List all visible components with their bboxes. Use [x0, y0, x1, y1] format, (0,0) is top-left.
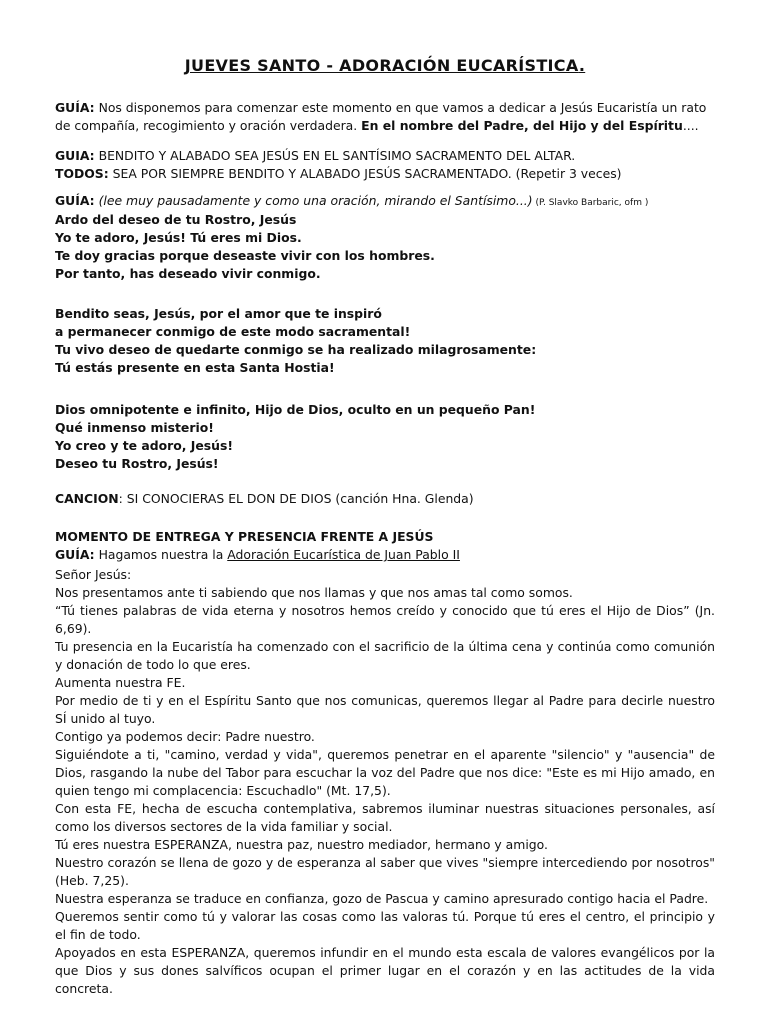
- body-paragraph: Por medio de ti y en el Espíritu Santo que nos comunicas, queremos llegar al Padre para decirle nuestro SÍ unido al tuyo.: [55, 693, 715, 726]
- sign-of-cross-text: En el nombre del Padre, del Hijo y del Espíritu: [361, 118, 683, 133]
- todos-label: TODOS:: [55, 166, 109, 181]
- guia-label: GUÍA:: [55, 100, 95, 115]
- body-paragraph: Nos presentamos ante ti sabiendo que nos llamas y que nos amas tal como somos.: [55, 585, 573, 600]
- stanza-line: Yo te adoro, Jesús! Tú eres mi Dios.: [55, 230, 302, 245]
- body-paragraph: Con esta FE, hecha de escucha contemplativa, sabremos iluminar nuestras situaciones personales, así como los diversos sectores de la vida familiar y social.: [55, 801, 715, 834]
- stanza-line: Por tanto, has deseado vivir conmigo.: [55, 266, 321, 281]
- momento-section: [55, 528, 715, 564]
- prayer-stanza-2: [55, 305, 715, 377]
- stanza-line: Qué inmenso misterio!: [55, 420, 214, 435]
- stanza-line: Yo creo y te adoro, Jesús!: [55, 438, 233, 453]
- stanza-line: Bendito seas, Jesús, por el amor que te inspiró: [55, 306, 382, 321]
- author-credit: (P. Slavko Barbaric, ofm ): [532, 198, 649, 208]
- prayer-stanza-3: [55, 401, 715, 473]
- prayer-stanza-1: [55, 211, 715, 283]
- song-title: : SI CONOCIERAS EL DON DE DIOS (canción Hna. Glenda): [118, 491, 474, 506]
- page-title: JUEVES SANTO - ADORACIÓN EUCARÍSTICA.: [184, 56, 586, 75]
- body-paragraph: Tu presencia en la Eucaristía ha comenzado con el sacrificio de la última cena y continúa como comunión y donación de todo lo que eres.: [55, 639, 715, 672]
- stanza-line: Te doy gracias porque deseaste vivir con los hombres.: [55, 248, 435, 263]
- body-paragraph: “Tú tienes palabras de vida eterna y nosotros hemos creído y conocido que tú eres el Hijo de Dios” (Jn. 6,69).: [55, 603, 715, 636]
- guia-label: GUIA:: [55, 148, 95, 163]
- stanza-line: a permanecer conmigo de este modo sacramental!: [55, 324, 411, 339]
- body-paragraph: Tú eres nuestra ESPERANZA, nuestra paz, nuestro mediador, hermano y amigo.: [55, 837, 548, 852]
- intro-paragraph: GUÍA: Nos disponemos para comenzar este momento en que vamos a dedicar a Jesús Eucaristía un rato de compañía, recogimiento y oración verdadera. En el nombre del Padre, del Hijo y del Espíritu....: [55, 100, 707, 133]
- stanza-line: Dios omnipotente e infinito, Hijo de Dios, oculto en un pequeño Pan!: [55, 402, 536, 417]
- body-paragraph: Aumenta nuestra FE.: [55, 675, 186, 690]
- body-paragraph: Contigo ya podemos decir: Padre nuestro.: [55, 729, 315, 744]
- adoration-reference: Adoración Eucarística de Juan Pablo II: [227, 547, 460, 562]
- body-paragraph: Nuestra esperanza se traduce en confianza, gozo de Pascua y camino apresurado contigo hacia el Padre.: [55, 891, 709, 906]
- body-paragraph: Queremos sentir como tú y valorar las cosas como las valoras tú. Porque tú eres el centro, el principio y el fin de todo.: [55, 909, 715, 942]
- instruction-text: (lee muy pausadamente y como una oración, mirando el Santísimo...): [94, 193, 533, 208]
- guia-label: GUÍA:: [55, 547, 95, 562]
- cancion-label: CANCION: [55, 491, 119, 506]
- body-paragraph: Apoyados en esta ESPERANZA, queremos infundir en el mundo esta escala de valores evangélicos por la que Dios y sus dones salvíficos ocupan el primer lugar en el corazón y en las actitudes de la vida concreta.: [55, 945, 715, 996]
- body-paragraph: Señor Jesús:: [55, 567, 132, 582]
- acclamation-paragraph: [55, 147, 715, 183]
- stanza-line: Deseo tu Rostro, Jesús!: [55, 456, 219, 471]
- song-line: [55, 490, 715, 508]
- body-paragraph: Siguiéndote a ti, "camino, verdad y vida", queremos penetrar en el aparente "silencio" y "ausencia" de Dios, rasgando la nube del Tabor para escuchar la voz del Padre que nos dice: "Este es mi Hijo amado, en quien tengo mi complacencia: Escuchadlo" (Mt. 17,5).: [55, 747, 715, 798]
- guide-instruction: [55, 192, 715, 212]
- stanza-line: Ardo del deseo de tu Rostro, Jesús: [55, 212, 297, 227]
- section-heading: MOMENTO DE ENTREGA Y PRESENCIA FRENTE A JESÚS: [55, 529, 434, 544]
- todos-response: SEA POR SIEMPRE BENDITO Y ALABADO JESÚS SACRAMENTADO. (Repetir 3 veces): [108, 166, 622, 181]
- adoration-prayer-body: [55, 566, 715, 998]
- guia-label: GUÍA:: [55, 193, 95, 208]
- stanza-line: Tu vivo deseo de quedarte conmigo se ha realizado milagrosamente:: [55, 342, 537, 357]
- stanza-line: Tú estás presente en esta Santa Hostia!: [55, 360, 335, 375]
- guia-text: Hagamos nuestra la: [94, 547, 228, 562]
- intro-text: Nos disponemos para comenzar este momento en que vamos a dedicar a Jesús Eucaristía un rato de compañía, recogimiento y oración verdadera.: [55, 100, 707, 133]
- body-paragraph: Nuestro corazón se llena de gozo y de esperanza al saber que vives "siempre intercediendo por nosotros" (Heb. 7,25).: [55, 855, 715, 888]
- guia-acclamation: BENDITO Y ALABADO SEA JESÚS EN EL SANTÍSIMO SACRAMENTO DEL ALTAR.: [94, 148, 576, 163]
